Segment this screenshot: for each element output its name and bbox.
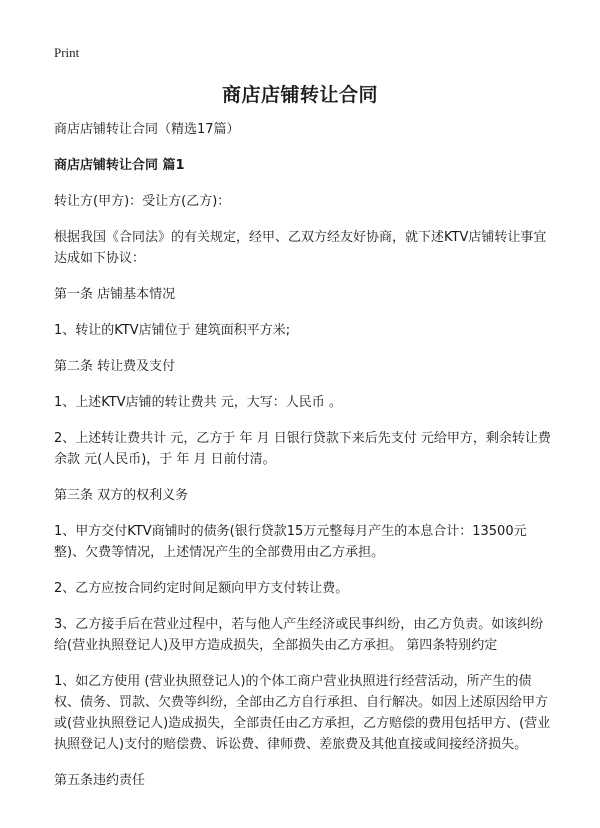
article-heading: 第二条 转让费及支付: [54, 359, 176, 374]
article-heading: 第一条 店铺基本情况: [54, 287, 176, 302]
article-heading: 第三条 双方的权利义务: [54, 488, 189, 503]
clause-paragraph: 1、上述KTV店铺的转让费共 元，大写：人民币 。: [54, 395, 342, 410]
article-heading: 第五条违约责任: [54, 773, 146, 788]
document-body: [54, 119, 554, 806]
document-subtitle: 商店店铺转让合同（精选17篇）: [54, 122, 240, 137]
clause-paragraph: 1、甲方交付KTV商铺时的债务(银行贷款15万元整每月产生的本息合计：13500元整)、欠费等情况，上述情况产生的全部费用由乙方承担。: [54, 524, 527, 560]
preamble-paragraph: 根据我国《合同法》的有关规定，经甲、乙双方经友好协商，就下述KTV店铺转让事宜达成如下协议：: [54, 230, 547, 266]
parties-line: 转让方(甲方)：受让方(乙方)：: [54, 194, 231, 209]
clause-paragraph: 2、上述转让费共计 元，乙方于 年 月 日银行贷款下来后先支付 元给甲方，剩余转让费余款 元(人民币)，于 年 月 日前付清。: [54, 431, 551, 467]
clause-paragraph: 2、乙方应按合同约定时间足额向甲方支付转让费。: [54, 581, 349, 596]
document-title: 商店店铺转让合同: [221, 84, 378, 106]
clause-paragraph: 1、转让的KTV店铺位于 建筑面积平方米;: [54, 323, 291, 338]
section-heading: 商店店铺转让合同 篇1: [54, 158, 185, 173]
clause-paragraph: 3、乙方接手后在营业过程中，若与他人产生经济或民事纠纷，由乙方负责。如该纠纷给(营业执照登记人)及甲方造成损失，全部损失由乙方承担。 第四条特别约定: [54, 617, 544, 653]
print-link[interactable]: Print: [54, 45, 80, 60]
clause-paragraph: 1、如乙方使用 (营业执照登记人)的个体工商户营业执照进行经营活动，所产生的债权、债务、罚款、欠费等纠纷，全部由乙方自行承担、自行解决。如因上述原因给甲方或(营业执照登记人)造成损失，全部责任由乙方承担，乙方赔偿的费用包括甲方、(营业执照登记人)支付的赔偿费、诉讼费、律师费、差旅费及其他直接或间接经济损失。: [54, 674, 551, 752]
